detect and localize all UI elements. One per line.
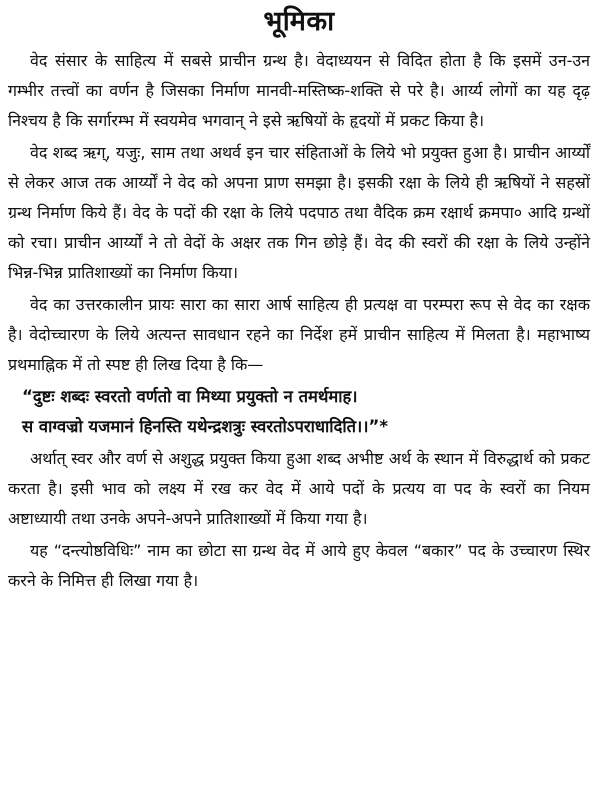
paragraph-1: [8, 46, 590, 136]
paragraph-5: [8, 536, 590, 596]
paragraph-5-text: यह “दन्त्योष्ठविधिः” नाम का छोटा सा ग्रन्थ वेद में आये हुए केवल “बकार” पद के उच्चारण स्थिर करने के निमित्त ही लिखा गया है।: [8, 541, 590, 590]
paragraph-4-text: अर्थात् स्वर और वर्ण से अशुद्ध प्रयुक्त किया हुआ शब्द अभीष्ट अर्थ के स्थान में विरुद्धार्थ को प्रकट करता है। इसी भाव को लक्ष्य में रख कर वेद में आये पदों के प्रत्यय वा पद के स्वरों का नियम अष्टाध्यायी तथा उनके अपने-अपने प्रातिशाख्यों में किया गया है।: [8, 449, 590, 528]
quote-line-1: “दुष्टः शब्दः स्वरतो वर्णतो वा मिथ्या प्रयुक्तो न तमर्थमाह।: [22, 387, 358, 406]
sanskrit-quote: [8, 382, 590, 442]
paragraph-3-text: वेद का उत्तरकालीन प्रायः सारा का सारा आर्ष साहित्य ही प्रत्यक्ष वा परम्परा रूप से वेद का रक्षक है। वेदोच्चारण के लिये अत्यन्त सावधान रहने का निर्देश हमें प्राचीन साहित्य में मिलता है। महाभाष्य प्रथमाह्निक में तो स्पष्ट ही लिख दिया है कि—: [8, 295, 590, 374]
paragraph-3: [8, 290, 590, 380]
paragraph-4: [8, 444, 590, 534]
paragraph-1-text: वेद संसार के साहित्य में सबसे प्राचीन ग्रन्थ है। वेदाध्ययन से विदित होता है कि इसमें उन-उन गम्भीर तत्त्वों का वर्णन है जिसका निर्माण मानवी-मस्तिष्क-शक्ति से परे है। आर्य्य लोगों का यह दृढ़ निश्चय है कि सर्गारम्भ में स्वयमेव भगवान् ने इसे ऋषियों के हृदयों में प्रकट किया है।: [8, 51, 590, 130]
page-title: भूमिका: [263, 6, 335, 37]
paragraph-2-text: वेद शब्द ऋग्, यजुः, साम तथा अथर्व इन चार संहिताओं के लिये भो प्रयुक्त हुआ है। प्राचीन आर्य्यों से लेकर आज तक आर्य्यों ने वेद को अपना प्राण समझा है। इसकी रक्षा के लिये ही ऋषियों ने सहस्रों ग्रन्थ निर्माण किये हैं। वेद के पदों की रक्षा के लिये पदपाठ तथा वैदिक क्रम रक्षार्थ क्रमपा० आदि ग्रन्थों को रचा। प्राचीन आर्य्यों ने तो वेदों के अक्षर तक गिन छोड़े हैं। वेद की स्वरों की रक्षा के लिये उन्होंने भिन्न-भिन्न प्रातिशाख्यों का निर्माण किया।: [8, 143, 590, 282]
quote-line-2: स वाग्वज्रो यजमानं हिनस्ति यथेन्द्रशत्रुः स्वरतोऽपराधादिति।।”*: [22, 417, 389, 436]
paragraph-2: [8, 138, 590, 288]
